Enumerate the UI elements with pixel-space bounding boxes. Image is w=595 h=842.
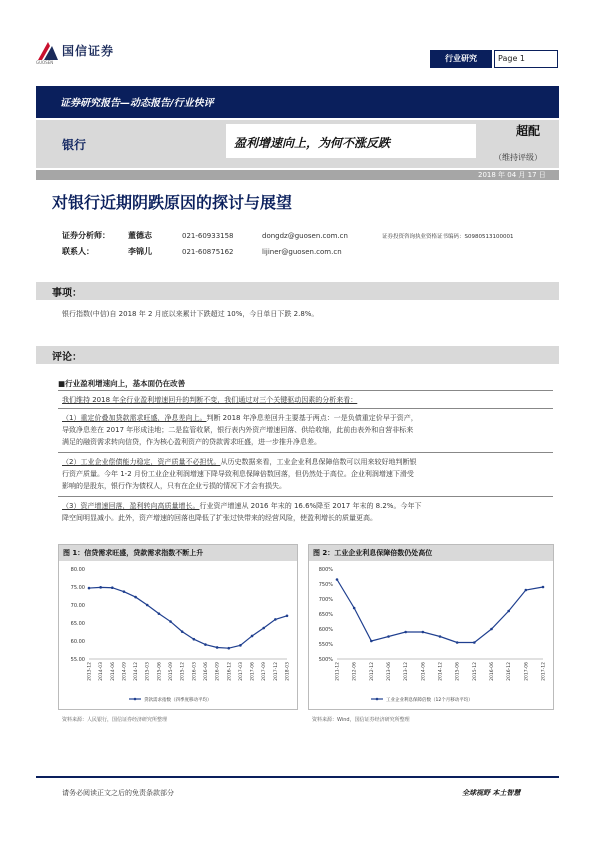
x-tick-label: 2013-12	[87, 662, 93, 681]
data-point	[542, 586, 545, 589]
x-tick-label: 2016-12	[227, 662, 233, 681]
events-heading: 事项：	[52, 288, 82, 299]
para-2	[62, 456, 552, 468]
x-tick-label: 2015-12	[180, 662, 186, 681]
para-2-line2: 行资产质量。今年 1-2 月份工业企业利润增速下降导致利息保障倍数回落，但仍然处于高位。企业利润增速下滑受	[62, 470, 414, 478]
legend-label: 贷款需求指数（四季度移动平均）	[144, 698, 212, 703]
x-tick-label: 2014-03	[99, 662, 105, 681]
x-tick-label: 2015-03	[145, 662, 151, 681]
series-line	[89, 587, 287, 648]
comment-heading: 评论：	[52, 352, 82, 363]
sector-label: 银行	[62, 138, 87, 152]
x-tick-label: 2016-03	[192, 662, 198, 681]
para-1-line3: 满足的融资需求转向信贷，作为核心盈利资产的贷款需求旺盛，进一步推升净息差。	[62, 438, 321, 446]
para-3-line2: 降空间明显减小。此外，资产增速的回落也降低了扩张过快带来的经营风险，使盈利增长的质量更高。	[62, 514, 377, 522]
contact-phone: 021-60875162	[182, 248, 234, 256]
data-point	[456, 641, 459, 644]
x-tick-label: 2014-12	[438, 662, 444, 681]
logo-text: 国信证券	[62, 44, 115, 58]
analyst-name: 董德志	[128, 231, 152, 240]
x-tick-label: 2016-12	[507, 662, 513, 681]
report-subtitle: 盈利增速向上，为何不涨反跌	[234, 136, 391, 150]
data-point	[239, 644, 242, 647]
data-point	[262, 627, 265, 630]
chart-1-title: 图 1：信贷需求旺盛，贷款需求指数不断上升	[59, 545, 297, 561]
x-tick-label: 2013-12	[404, 662, 410, 681]
x-tick-label: 2011-12	[335, 662, 341, 681]
para-intro: 我们维持 2018 年全行业盈利增速回升的判断不变，我们通过对三个关键驱动因素的分析来看：	[62, 396, 358, 404]
data-point	[169, 620, 172, 623]
page-title: 对银行近期阴跌原因的探讨与展望	[52, 193, 293, 212]
data-point	[274, 618, 277, 621]
chart-2-source: 资料来源：Wind，国信证券经济研究所整理	[312, 717, 410, 723]
comment-bar	[36, 346, 559, 364]
data-point	[251, 635, 254, 638]
y-tick-label: 70.00	[70, 603, 85, 609]
x-tick-label: 2014-09	[122, 662, 128, 681]
x-tick-label: 2014-06	[110, 662, 116, 681]
chart-1-frame	[58, 544, 298, 710]
data-point	[525, 589, 528, 592]
data-point	[181, 630, 184, 633]
x-tick-label: 2012-12	[369, 662, 375, 681]
rule-2	[58, 408, 553, 409]
para-1	[62, 412, 552, 424]
data-point	[227, 647, 230, 650]
x-tick-label: 2017-03	[238, 662, 244, 681]
x-tick-label: 2015-12	[472, 662, 478, 681]
x-tick-label: 2015-09	[169, 662, 175, 681]
x-tick-label: 2017-06	[524, 662, 530, 681]
x-tick-label: 2018-03	[285, 662, 291, 681]
data-point	[204, 643, 207, 646]
y-tick-label: 65.00	[70, 621, 85, 627]
data-point	[123, 590, 126, 593]
data-point	[99, 586, 102, 589]
contact-role: 联系人：	[62, 247, 94, 256]
data-point	[473, 641, 476, 644]
data-point	[404, 631, 407, 634]
data-point	[370, 640, 373, 643]
data-point	[286, 615, 289, 618]
rule-3	[58, 452, 553, 453]
y-tick-label: 55.00	[70, 657, 85, 663]
contact-name: 李锦儿	[128, 247, 152, 256]
data-point	[111, 586, 114, 589]
y-tick-label: 650%	[318, 612, 333, 618]
para-1-body: 判断 2018 年净息差回升主要基于两点：一是负债重定价早于资产，	[206, 414, 418, 422]
para-1-line2: 导致净息差在 2017 年形成洼地；二是监管收紧，银行表内外资产增速回落、供给收缩，此前由表外和自营非标来	[62, 426, 414, 434]
y-tick-label: 600%	[318, 627, 333, 633]
x-tick-label: 2016-06	[490, 662, 495, 681]
chart-2-frame	[308, 544, 554, 710]
chart-1-source: 资料来源：人民银行，国信证券经济研究所整理	[62, 717, 168, 723]
events-text: 银行指数(中信)自 2018 年 2 月底以来累计下跌超过 10%，今日单日下跌 2.8%。	[62, 310, 319, 318]
y-tick-label: 700%	[318, 597, 333, 603]
data-point	[158, 612, 161, 615]
y-tick-label: 500%	[318, 657, 333, 663]
analyst-phone: 021-60933158	[182, 232, 234, 240]
analyst-email[interactable]: dongdz@guosen.com.cn	[262, 232, 348, 240]
footer-slogan: 全球视野 本土智慧	[462, 789, 521, 797]
para-2-line3: 影响的是股东，银行作为债权人，只有在企业亏损的情况下才会有损失。	[62, 482, 286, 490]
series-line	[337, 580, 543, 643]
data-point	[146, 604, 149, 607]
y-tick-label: 750%	[318, 582, 333, 588]
legend-label: 工业企业利息保障倍数（12个月移动平均）	[386, 698, 473, 703]
para-3	[62, 500, 552, 512]
para-3-lead: （3）资产增速回落，盈利转向高质量增长。	[62, 502, 200, 510]
x-tick-label: 2016-06	[203, 662, 209, 681]
y-tick-label: 75.00	[70, 585, 85, 591]
para-1-lead: （1）重定价叠加贷款需求旺盛，净息差向上。	[62, 414, 207, 422]
legend-marker	[134, 698, 137, 701]
x-tick-label: 2015-06	[455, 662, 461, 681]
data-point	[216, 646, 219, 649]
x-tick-label: 2015-06	[157, 662, 163, 681]
guosen-logo-icon	[36, 40, 60, 62]
rule-4	[58, 496, 553, 497]
para-3-body: 行业资产增速从 2016 年末的 16.6%降至 2017 年末的 8.2%。今年下	[199, 502, 422, 510]
para-2-lead: （2）工业企业偿债能力稳定，资产质量不必担忧。	[62, 458, 221, 466]
footer-disclaimer: 请务必阅读正文之后的免责条款部分	[62, 789, 174, 797]
report-type-text: 证券研究报告—动态报告/行业快评	[60, 98, 214, 109]
events-bar	[36, 282, 559, 300]
data-point	[134, 596, 137, 599]
contact-email[interactable]: lijiner@guosen.com.cn	[262, 248, 342, 256]
para-2-body: 从历史数据来看，工业企业利息保障倍数可以用来较好地判断银	[220, 458, 417, 466]
page-number: Page 1	[494, 50, 558, 68]
rule-1	[58, 390, 553, 391]
data-point	[507, 610, 510, 613]
x-tick-label: 2017-12	[273, 662, 279, 681]
data-point	[88, 587, 91, 590]
data-point	[490, 628, 493, 631]
report-date: 2018 年 04 月 17 日	[478, 171, 546, 179]
y-tick-label: 800%	[318, 567, 333, 573]
logo-subtext: GUOSEN	[36, 60, 54, 65]
data-point	[353, 607, 356, 610]
legend-marker	[376, 698, 379, 701]
x-tick-label: 2014-06	[421, 662, 427, 681]
header-category-tag: 行业研究	[430, 50, 492, 68]
data-point	[336, 578, 339, 581]
analyst-cert: 证券投资咨询执业资格证书编码：S0980513100001	[382, 234, 514, 240]
x-tick-label: 2013-06	[387, 662, 392, 681]
y-tick-label: 80.00	[70, 567, 85, 573]
chart-1-plot	[59, 561, 297, 709]
y-tick-label: 550%	[318, 642, 333, 648]
x-tick-label: 2014-12	[134, 662, 140, 681]
rating-label: 超配	[516, 124, 541, 138]
chart-2-plot	[309, 561, 553, 709]
analyst-role: 证券分析师：	[62, 231, 110, 240]
data-point	[193, 638, 196, 641]
x-tick-label: 2016-09	[215, 662, 221, 681]
chart-2-title: 图 2：工业企业利息保障倍数仍处高位	[309, 545, 553, 561]
bullet-heading: ■行业盈利增速向上，基本面仍在改善	[58, 379, 186, 388]
x-tick-label: 2017-09	[262, 662, 268, 681]
data-point	[387, 635, 390, 638]
data-point	[439, 635, 442, 638]
x-tick-label: 2017-06	[250, 662, 256, 681]
x-tick-label: 2017-12	[541, 662, 547, 681]
footer-rule	[36, 776, 559, 778]
data-point	[422, 631, 425, 634]
x-tick-label: 2012-06	[352, 662, 358, 681]
y-tick-label: 60.00	[70, 639, 85, 645]
rating-note: （维持评级）	[494, 153, 542, 162]
